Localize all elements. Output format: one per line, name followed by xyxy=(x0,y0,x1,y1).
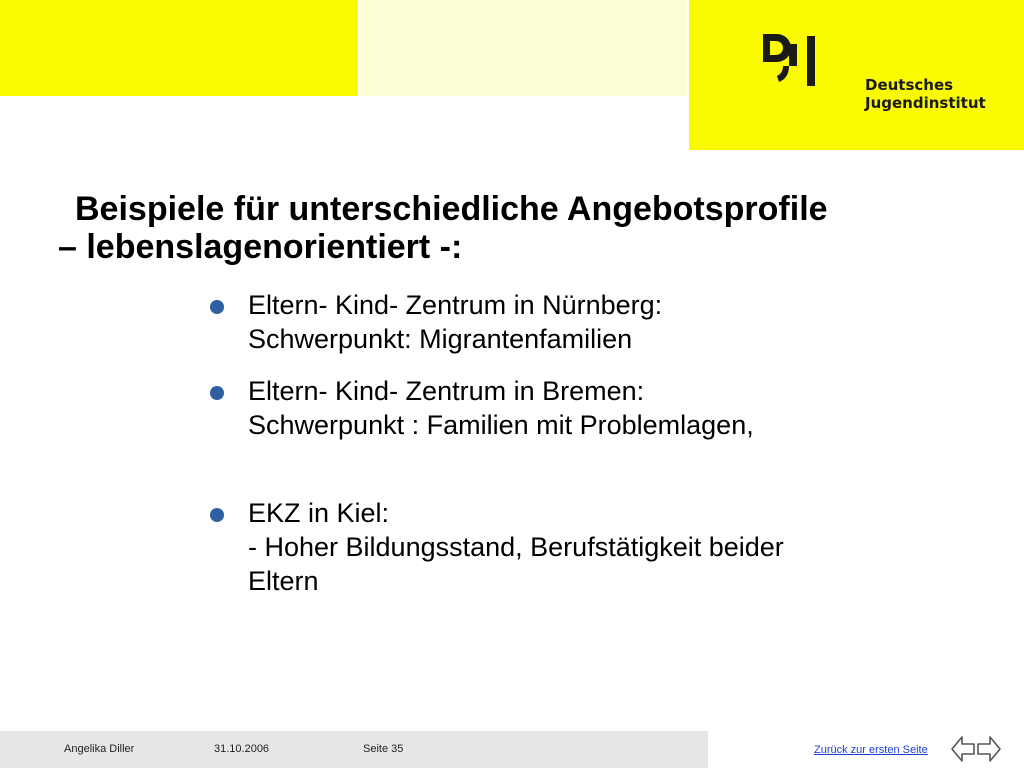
bullet-line: Eltern- Kind- Zentrum in Nürnberg: xyxy=(248,290,663,320)
footer-info-bar xyxy=(0,731,708,768)
slide-footer xyxy=(0,731,1024,768)
arrow-right-icon[interactable] xyxy=(978,737,1000,761)
slide-title-line-1: Beispiele für unterschiedliche Angebotsprofile xyxy=(75,190,828,228)
bullet-dot-icon xyxy=(210,386,224,400)
dji-logo xyxy=(689,0,1024,150)
bullet-line: Schwerpunkt: Migrantenfamilien xyxy=(248,324,633,354)
bullet-line: EKZ in Kiel: xyxy=(248,498,390,528)
bullet-dot-icon xyxy=(210,300,224,314)
bullet-line: Eltern xyxy=(248,566,319,596)
bullet-item xyxy=(210,496,950,598)
logo-line-jugendinstitut: Jugendinstitut xyxy=(865,94,986,112)
bullet-dot-icon xyxy=(210,508,224,522)
logo-line-deutsches: Deutsches xyxy=(865,76,954,94)
footer-page-number: Seite 35 xyxy=(363,743,404,755)
header-band-pale xyxy=(360,0,687,96)
back-to-first-slide-link[interactable]: Zurück zur ersten Seite xyxy=(814,744,928,756)
slide-nav-arrows xyxy=(950,733,1002,765)
header-band-yellow xyxy=(0,0,358,96)
bullet-line: - Hoher Bildungsstand, Berufstätigkeit beider xyxy=(248,532,784,562)
bullet-line: Eltern- Kind- Zentrum in Bremen: xyxy=(248,376,645,406)
dji-logo-mark xyxy=(759,30,849,90)
bullet-line: Schwerpunkt : Familien mit Problemlagen, xyxy=(248,410,754,440)
footer-date: 31.10.2006 xyxy=(214,743,270,755)
dji-logo-text xyxy=(865,76,986,112)
bullet-item xyxy=(210,374,950,442)
footer-author: Angelika Diller xyxy=(64,743,135,755)
slide-title-line-2: – lebenslagenorientiert -: xyxy=(58,228,463,266)
bullet-list xyxy=(210,288,950,598)
slide-title xyxy=(58,190,978,266)
arrow-left-icon[interactable] xyxy=(952,737,974,761)
bullet-item xyxy=(210,288,950,356)
